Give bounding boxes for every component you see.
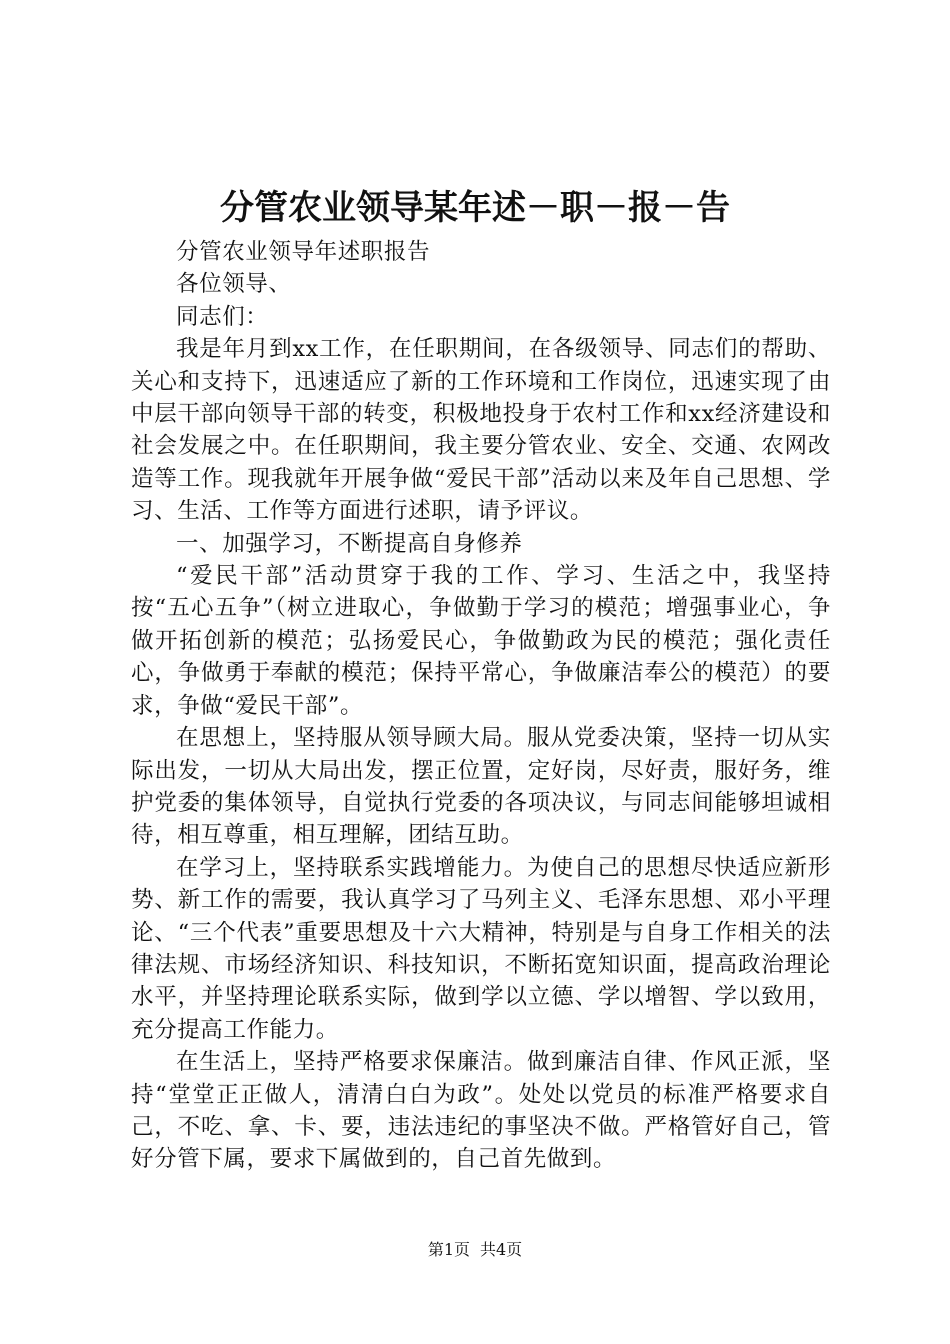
- page-total: 共4页: [480, 1240, 523, 1259]
- page-number: 第1页: [427, 1240, 470, 1259]
- document-title: 分管农业领导某年述－职－报－告: [220, 188, 730, 228]
- document-subtitle: 分管农业领导年述职报告: [176, 239, 431, 265]
- body-paragraph: 在学习上，坚持联系实践增能力。为使自己的思想尽快适应新形势、新工作的需要，我认真学习了马列主义、毛泽东思想、邓小平理论、“三个代表”重要思想及十六大精神，特别是与自身工作相关的法律法规、市场经济知识、科技知识，不断拓宽知识面，提高政治理论水平，并坚持理论联系实际，做到学以立德、学以增智、学以致用，充分提高工作能力。: [131, 854, 831, 1043]
- intro-paragraph: 我是年月到xx工作，在任职期间，在各级领导、同志们的帮助、关心和支持下，迅速适应了新的工作环境和工作岗位，迅速实现了由中层干部向领导干部的转变，积极地投身于农村工作和xx经济建设和社会发展之中。在任职期间，我主要分管农业、安全、交通、农网改造等工作。现我就年开展争做“爱民干部”活动以来及年自己思想、学习、生活、工作等方面进行述职，请予评议。: [131, 336, 831, 525]
- body-paragraph: 在生活上，坚持严格要求保廉洁。做到廉洁自律、作风正派，坚持“堂堂正正做人，清清白白为政”。处处以党员的标准严格要求自己，不吃、拿、卡、要，违法违纪的事坚决不做。严格管好自己，管好分管下属，要求下属做到的，自己首先做到。: [131, 1049, 831, 1173]
- salutation-line-2: 同志们：: [176, 303, 269, 330]
- body-paragraph: “爱民干部”活动贯穿于我的工作、学习、生活之中，我坚持按“五心五争”（树立进取心，争做勤于学习的模范；增强事业心，争做开拓创新的模范；弘扬爱民心，争做勤政为民的模范；强化责任心，争做勇于奉献的模范；保持平常心，争做廉洁奉公的模范）的要求，争做“爱民干部”。: [131, 563, 831, 719]
- body-paragraph: 在思想上，坚持服从领导顾大局。服从党委决策，坚持一切从实际出发，一切从大局出发，摆正位置，定好岗，尽好责，服好务，维护党委的集体领导，自觉执行党委的各项决议，与同志间能够坦诚相待，相互尊重，相互理解，团结互助。: [131, 725, 831, 849]
- document-body: [131, 236, 831, 1176]
- section-heading-1: 一、加强学习，不断提高自身修养: [176, 530, 523, 557]
- salutation-line-1: 各位领导、: [176, 271, 292, 298]
- page-footer: [0, 1238, 950, 1262]
